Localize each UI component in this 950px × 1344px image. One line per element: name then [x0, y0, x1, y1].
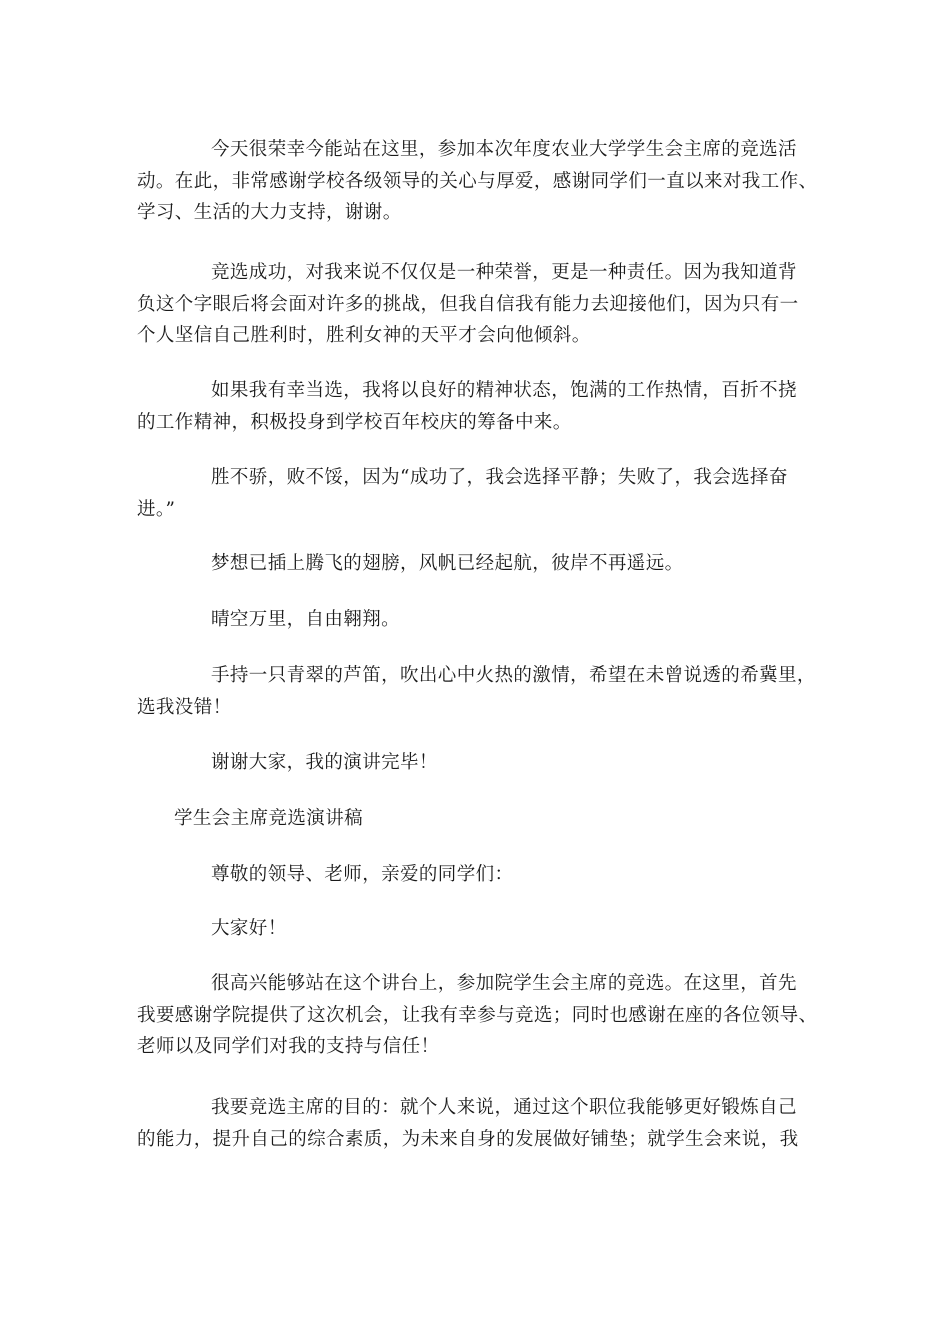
section-title: 学生会主席竞选演讲稿	[174, 808, 364, 829]
text-line: 的能力，提升自己的综合素质，为未来自身的发展做好铺垫；就学生会来说，我	[137, 1128, 799, 1150]
paragraph-1	[137, 134, 818, 229]
paragraph-2	[137, 257, 815, 352]
paragraph-6	[137, 604, 815, 636]
paragraph-10	[137, 913, 815, 945]
paragraph-12	[137, 1092, 815, 1155]
text-line: 我要感谢学院提供了这次机会，让我有幸参与竞选；同时也感谢在座的各位领导、	[137, 1004, 818, 1026]
paragraph-5	[137, 548, 815, 580]
text-line: 很高兴能够站在这个讲台上，参加院学生会主席的竞选。在这里，首先	[211, 973, 797, 994]
paragraph-11	[137, 968, 818, 1063]
text-line: 我要竞选主席的目的：就个人来说，通过这个职位我能够更好锻炼自己	[211, 1097, 797, 1118]
paragraph-7	[137, 660, 815, 723]
text-line: 竞选成功，对我来说不仅仅是一种荣誉，更是一种责任。因为我知道背	[211, 262, 797, 283]
paragraph-4	[137, 462, 815, 525]
text-line: 学习、生活的大力支持，谢谢。	[137, 202, 402, 223]
paragraph-9	[137, 859, 815, 891]
text-line: 老师以及同学们对我的支持与信任！	[137, 1036, 440, 1057]
text-line: 手持一只青翠的芦笛，吹出心中火热的激情，希望在未曾说透的希冀里，	[211, 665, 816, 686]
text-line: 的工作精神，积极投身到学校百年校庆的筹备中来。	[137, 411, 572, 433]
paragraph-8	[137, 747, 815, 779]
text-line: 尊敬的领导、老师，亲爱的同学们：	[211, 864, 514, 885]
text-line: 选我没错！	[137, 696, 232, 718]
text-line: 谢谢大家，我的演讲完毕！	[211, 752, 438, 773]
text-line: 胜不骄，败不馁，因为“成功了，我会选择平静；失败了，我会选择奋	[211, 467, 788, 488]
text-line: 大家好！	[211, 918, 287, 939]
text-line: 个人坚信自己胜利时，胜利女神的天平才会向他倾斜。	[137, 325, 591, 346]
text-line: 负这个字眼后将会面对许多的挑战，但我自信我有能力去迎接他们，因为只有一	[137, 293, 799, 315]
text-line: 动。在此，非常感谢学校各级领导的关心与厚爱，感谢同学们一直以来对我工作、	[137, 170, 818, 192]
text-line: 梦想已插上腾飞的翅膀，风帆已经起航，彼岸不再遥远。	[211, 553, 684, 574]
text-line: 晴空万里，自由翱翔。	[211, 609, 401, 630]
paragraph-3	[137, 375, 815, 438]
text-line: 今天很荣幸今能站在这里，参加本次年度农业大学学生会主席的竞选活	[211, 139, 797, 160]
text-line: 如果我有幸当选，我将以良好的精神状态，饱满的工作热情，百折不挠	[211, 380, 797, 401]
text-line: 进。”	[137, 498, 176, 520]
